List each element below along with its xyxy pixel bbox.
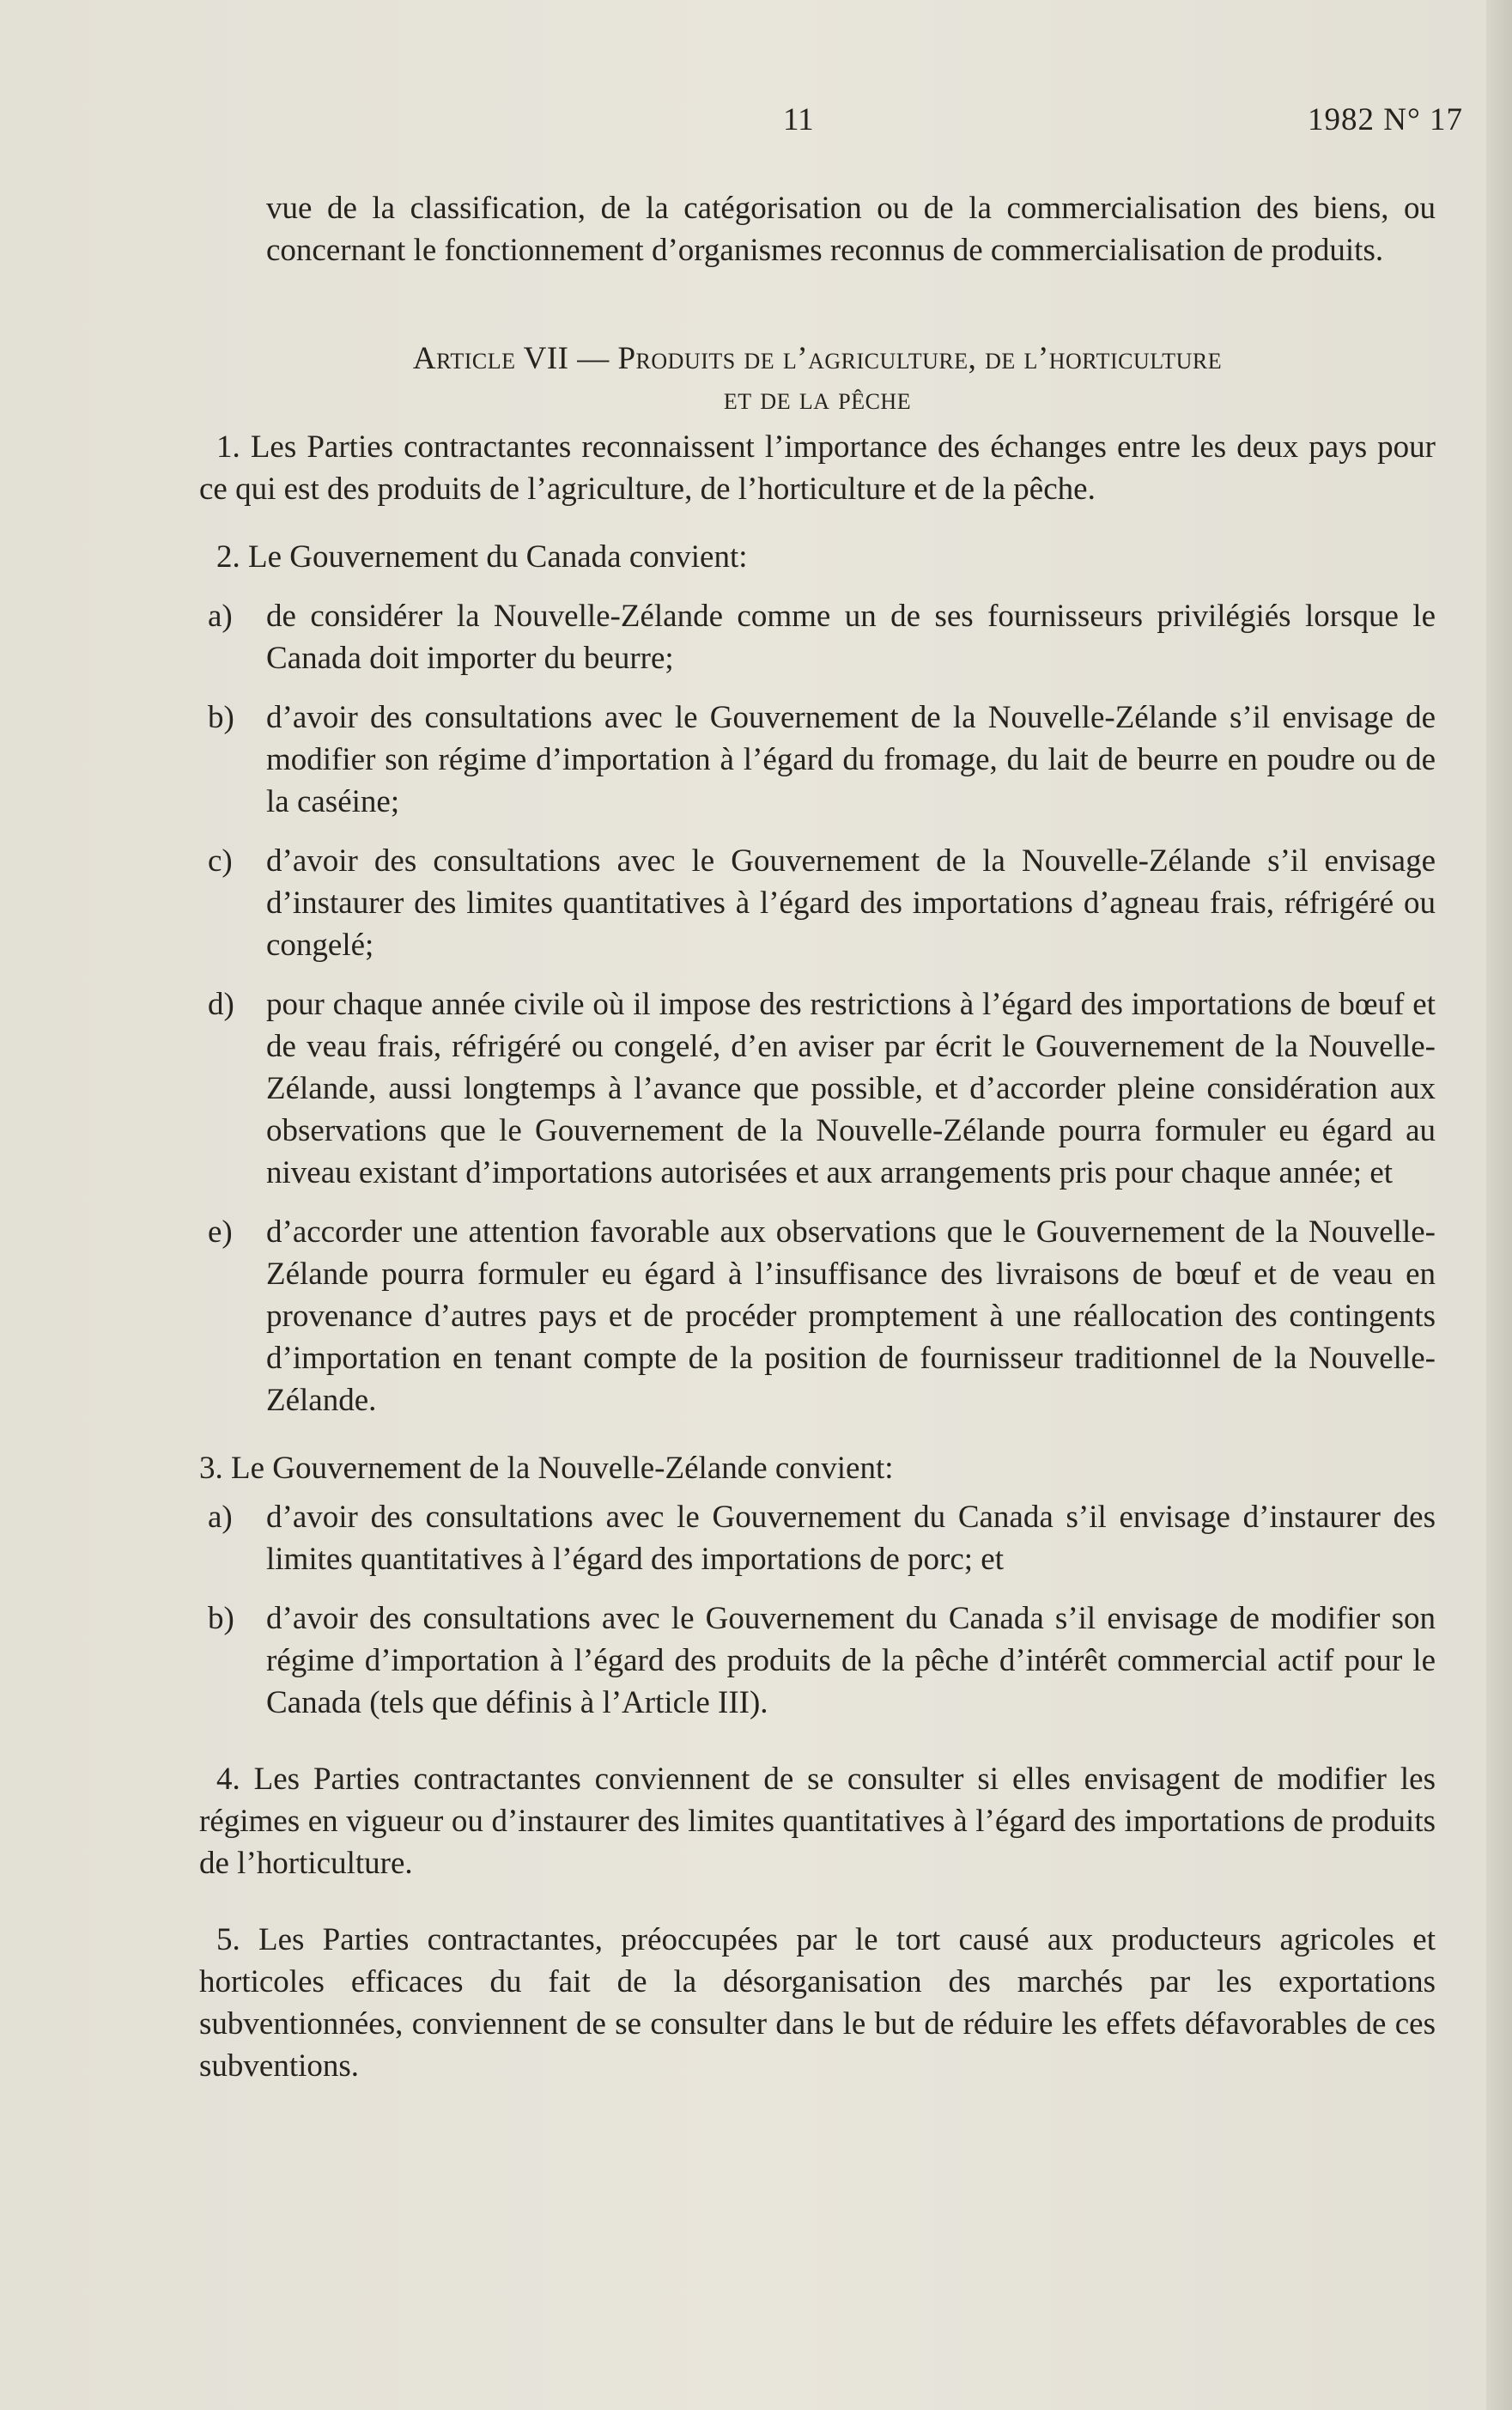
- document-body: [199, 187, 1436, 2087]
- list-item-text: d’avoir des consultations avec le Gouvernement de la Nouvelle-Zélande s’il envisage d’instaurer des limites quantitatives à l’égard des importations d’agneau frais, réfrigéré ou congelé;: [266, 843, 1436, 963]
- list-item-text: pour chaque année civile où il impose des restrictions à l’égard des importations de bœuf et de veau frais, réfrigéré ou congelé, d’en aviser par écrit le Gouvernement de la Nouvelle-Zélande, aussi longtemps à l’avance que possible, et d’accorder pleine considération aux observations que le Gouvernement de la Nouvelle-Zélande pourra formuler eu égard au niveau existant d’importations autorisées et aux arrangements pris pour chaque année; et: [266, 987, 1436, 1190]
- list-item: [199, 595, 1436, 679]
- paragraph-2-lead: 2. Le Gouvernement du Canada convient:: [216, 539, 748, 575]
- article-heading-line1: Article VII — Produits de l’agriculture, de l’horticulture: [412, 341, 1223, 376]
- paragraph-3-lead: 3. Le Gouvernement de la Nouvelle-Zélande convient:: [199, 1451, 894, 1486]
- list-marker: a): [208, 599, 233, 634]
- issue-number: 1982 N° 17: [1307, 102, 1463, 137]
- page-edge-shadow: [1486, 0, 1512, 2410]
- list-item-text: d’avoir des consultations avec le Gouvernement du Canada s’il envisage d’instaurer des limites quantitatives à l’égard des importations de porc; et: [266, 1500, 1436, 1577]
- list-item: [199, 840, 1436, 966]
- list-item-text: d’avoir des consultations avec le Gouvernement de la Nouvelle-Zélande s’il envisage de modifier son régime d’importation à l’égard du fromage, du lait de beurre en poudre ou de la caséine;: [266, 700, 1436, 819]
- page-header: [199, 101, 1463, 153]
- list-item: [199, 983, 1436, 1194]
- paragraph-1: 1. Les Parties contractantes reconnaissent l’importance des échanges entre les deux pays pour ce qui est des produits de l’agriculture, de l’horticulture et de la pêche.: [199, 429, 1436, 507]
- intro-continuation: vue de la classification, de la catégorisation ou de la commercialisation des biens, ou concernant le fonctionnement d’organismes reconnus de commercialisation de produits.: [266, 191, 1436, 268]
- paragraph-4: 4. Les Parties contractantes conviennent de se consulter si elles envisagent de modifier les régimes en vigueur ou d’instaurer des limites quantitatives à l’égard des importations de produits de l’horticulture.: [199, 1762, 1436, 1881]
- list-item-text: d’avoir des consultations avec le Gouvernement du Canada s’il envisage de modifier son régime d’importation à l’égard des produits de la pêche d’intérêt commercial actif pour le Canada (tels que définis à l’Article III).: [266, 1601, 1436, 1720]
- list-item: [199, 1211, 1436, 1421]
- list-marker: b): [208, 700, 234, 735]
- list-item: [199, 697, 1436, 823]
- article-heading-line2: et de la pêche: [723, 381, 912, 417]
- list-item: [199, 1496, 1436, 1580]
- article-heading: [199, 338, 1436, 419]
- list-item-text: de considérer la Nouvelle-Zélande comme un de ses fournisseurs privilégiés lorsque le Canada doit importer du beurre;: [266, 599, 1436, 676]
- list-marker: e): [208, 1214, 233, 1250]
- page-number: 11: [783, 102, 814, 137]
- list-item: [199, 1598, 1436, 1724]
- paragraph-5: 5. Les Parties contractantes, préoccupées par le tort causé aux producteurs agricoles et horticoles efficaces du fait de la désorganisation des marchés par les exportations subventionnées, conviennent de se consulter dans le but de réduire les effets défavorables de ces subventions.: [199, 1922, 1436, 2084]
- list-marker: d): [208, 987, 234, 1022]
- list-marker: c): [208, 843, 233, 879]
- list-marker: a): [208, 1500, 233, 1535]
- list-item-text: d’accorder une attention favorable aux observations que le Gouvernement de la Nouvelle-Zélande pourra formuler eu égard à l’insuffisance des livraisons de bœuf et de veau en provenance d’autres pays et de procéder promptement à une réallocation des contingents d’importation en tenant compte de la position de fournisseur traditionnel de la Nouvelle-Zélande.: [266, 1214, 1436, 1418]
- list-marker: b): [208, 1601, 234, 1636]
